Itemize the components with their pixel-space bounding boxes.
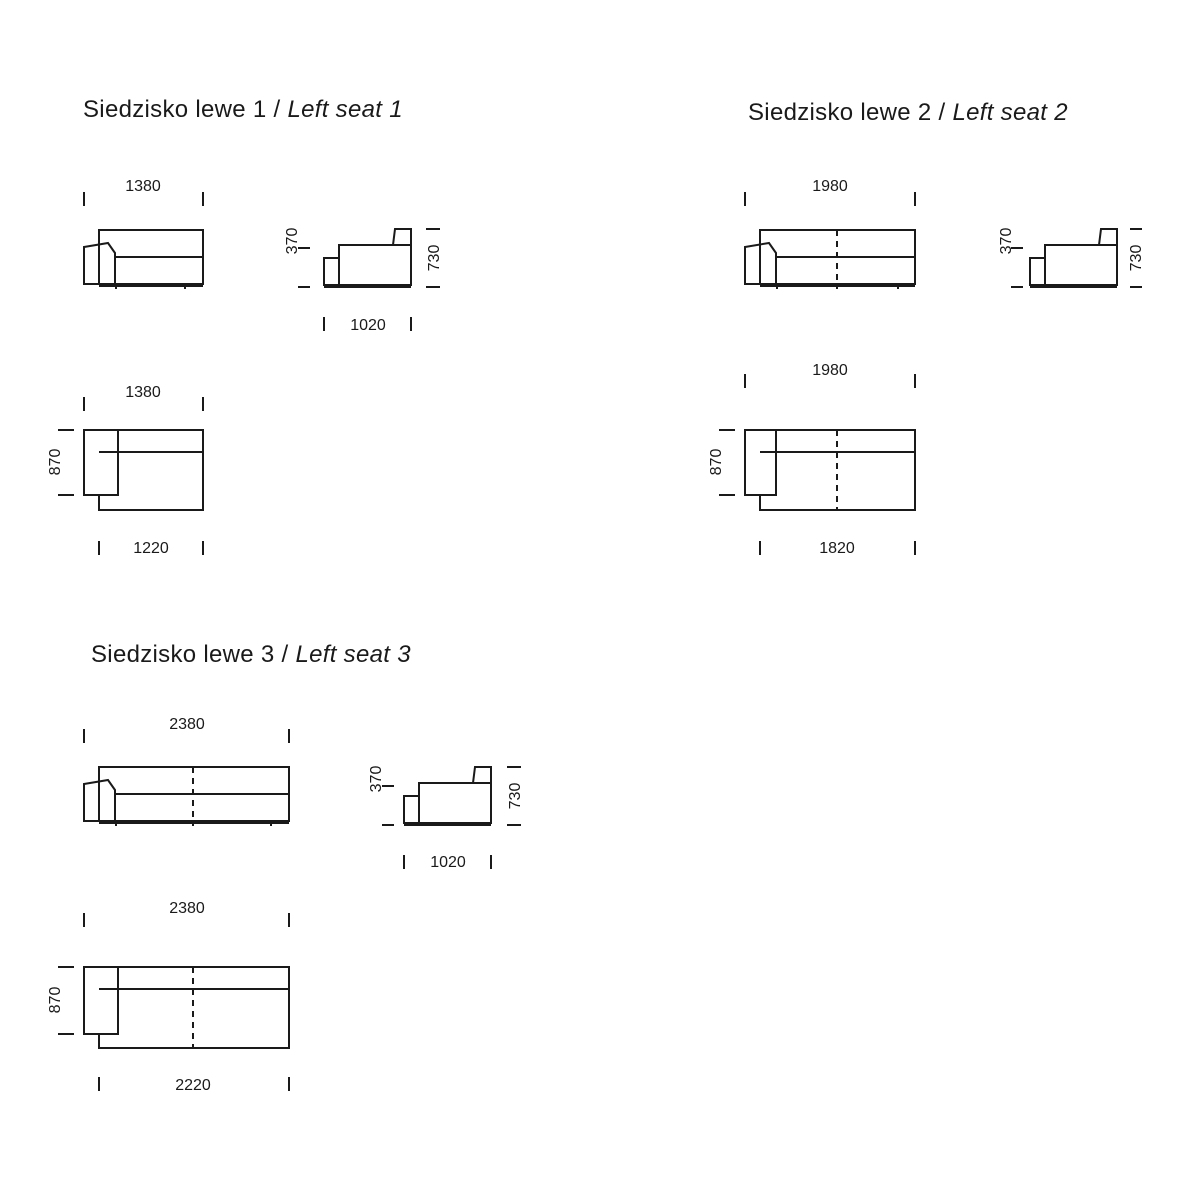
section-1-front-view [84,178,203,289]
section-2-front-view [745,178,915,289]
section-2-top-view [708,362,915,557]
section-2-top-width: 1980 [812,362,848,379]
section-3-title-pl: Siedzisko lewe 3 / [91,641,296,668]
section-1-side-seat-height: 370 [284,227,301,255]
section-3-title [91,641,411,668]
section-3-top-inner-width: 2220 [175,1077,211,1094]
section-2-side-view [998,228,1145,287]
section-3-side-seat-height: 370 [368,765,385,793]
section-3-top-width: 2380 [169,900,205,917]
section-3-side-depth: 1020 [430,854,466,871]
section-3-front-view [84,716,289,826]
section-1-side-depth: 1020 [350,317,386,334]
section-1-side-height: 730 [426,244,443,272]
section-2-side-seat-height: 370 [998,227,1015,255]
section-2-top-inner-width: 1820 [819,540,855,557]
section-3-side-height: 730 [507,782,524,810]
section-2-title [748,99,1068,126]
section-1-side-view [284,228,443,334]
section-1-top-width: 1380 [125,384,161,401]
section-2-top-depth: 870 [708,448,725,476]
section-3-front-width: 2380 [169,716,205,733]
section-1-top-depth: 870 [47,448,64,476]
section-2-title-en: Left seat 2 [952,99,1068,126]
section-1-front-width: 1380 [125,178,161,195]
section-3-top-view [47,900,289,1094]
section-1-title-pl: Siedzisko lewe 1 / [83,96,288,123]
section-1-title-en: Left seat 1 [287,96,403,123]
section-2-title-pl: Siedzisko lewe 2 / [748,99,953,126]
section-3-title-en: Left seat 3 [295,641,411,668]
section-2-front-width: 1980 [812,178,848,195]
section-3-top-depth: 870 [47,986,64,1014]
section-3-side-view [368,766,524,871]
section-1-top-inner-width: 1220 [133,540,169,557]
section-1-top-view [47,384,203,557]
section-1-title [83,96,403,123]
section-2-side-height: 730 [1128,244,1145,272]
